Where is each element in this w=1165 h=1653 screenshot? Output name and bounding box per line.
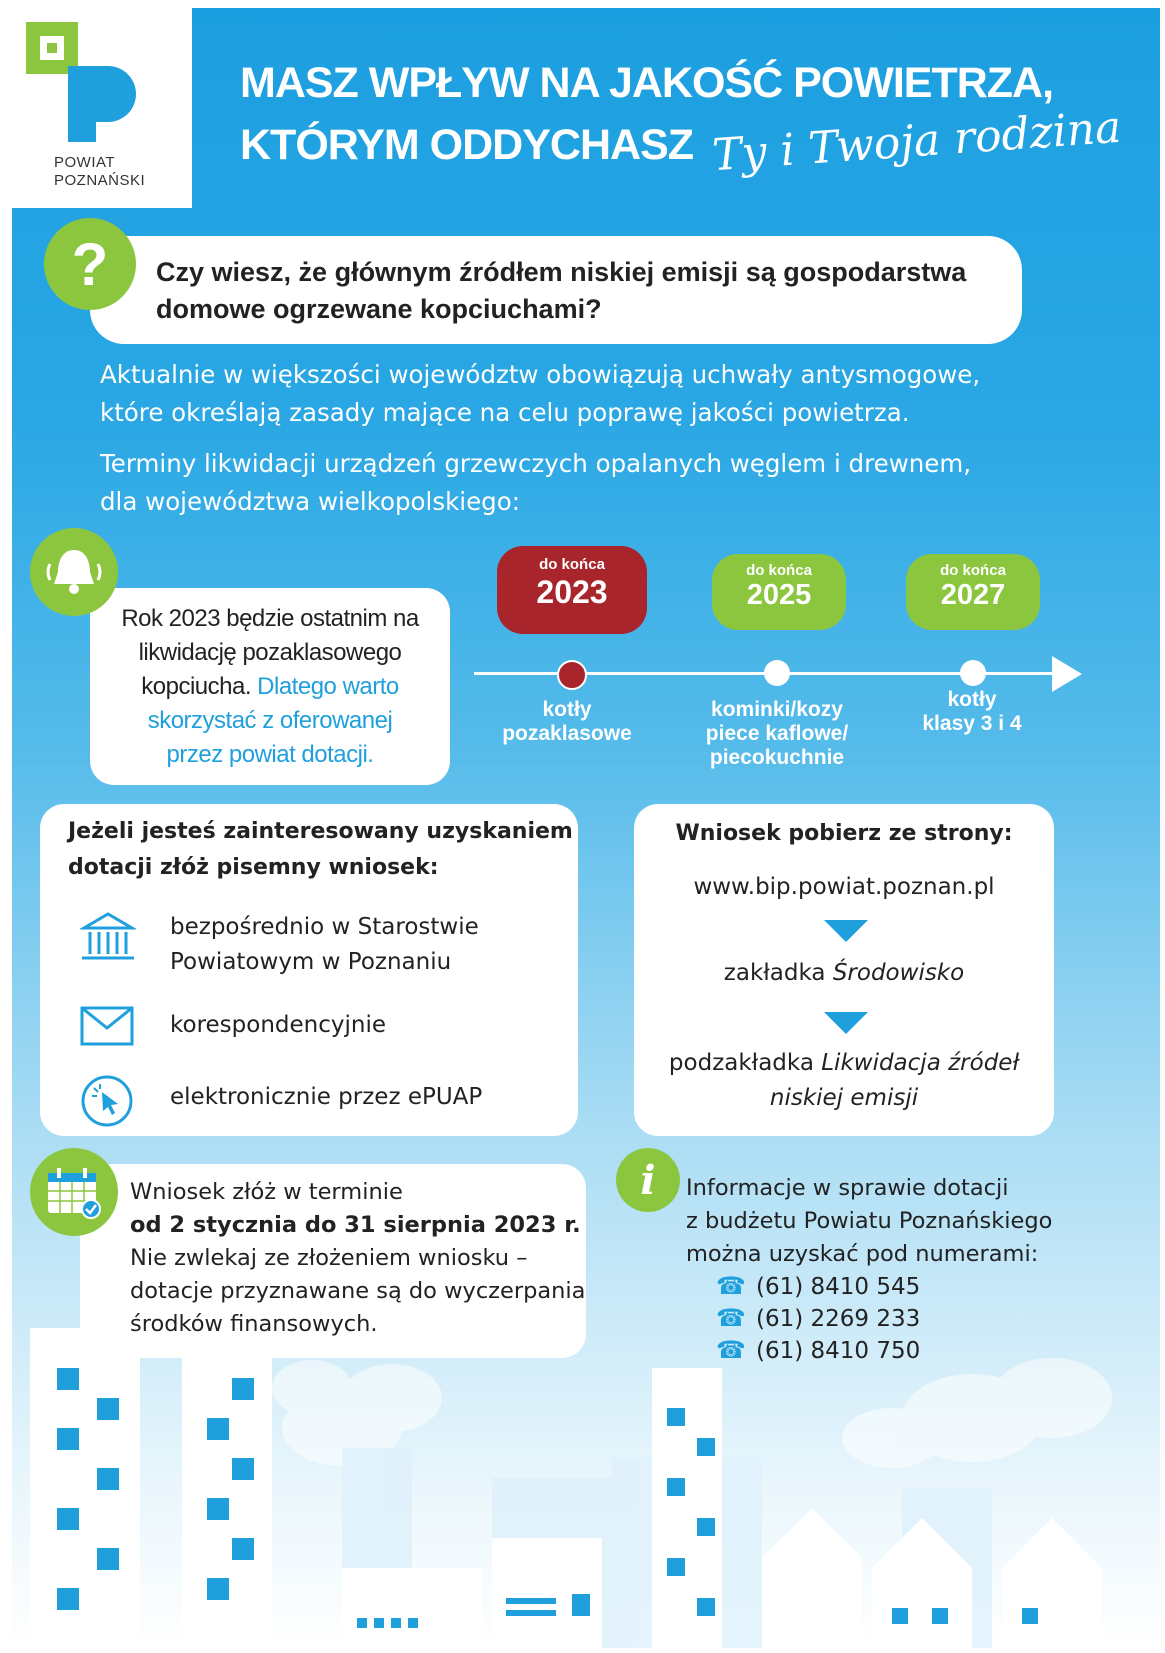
download-subtab: podzakładka Likwidacja źródeł niskiej emisji: [668, 1050, 1020, 1111]
contact-info-text: Informacje w sprawie dotacji z budżetu Powiatu Poznańskiego można uzyskać pod numerami:: [686, 1175, 1053, 1267]
phone-icon: ☎: [716, 1336, 746, 1364]
intro-paragraph-1: Aktualnie w większości województw obowiązują uchwały antysmogowe, które określają zasady mające na celu poprawę jakości powietrza.: [100, 360, 981, 427]
deadline-badge-2027: do końca 2027: [906, 554, 1040, 630]
timeline-label-2025: kominki/kozy piece kaflowe/ piecokuchnie: [705, 698, 849, 769]
calendar-icon: [30, 1148, 118, 1236]
logo-p-mark: [68, 66, 136, 142]
option-by-mail: korespondencyjnie: [170, 1012, 386, 1038]
phone-number-3[interactable]: ☎ (61) 8410 750: [716, 1336, 921, 1364]
logo-text: POWIAT POZNAŃSKI: [54, 154, 146, 189]
download-instructions-card: [634, 804, 1054, 1136]
flyer-page: [12, 8, 1160, 1648]
deadline-card: [80, 1164, 586, 1358]
question-text: Czy wiesz, że głównym źródłem niskiej emisji są gospodarstwa domowe ogrzewane kopciuchami?: [156, 257, 967, 324]
deadline-text: Wniosek złóż w terminie od 2 stycznia do 31 sierpnia 2023 r. Nie zwlekaj ze złożeniem wniosku – dotacje przyznawane są do wyczerpania środków finansowych.: [130, 1179, 586, 1337]
bell-icon: [30, 528, 118, 616]
contact-info-card: [642, 1162, 1082, 1392]
download-url: www.bip.powiat.poznan.pl: [693, 874, 995, 900]
cursor-click-icon: [80, 1074, 134, 1128]
application-methods-title: Jeżeli jesteś zainteresowany uzyskaniem dotacji złóż pisemny wniosek:: [68, 819, 573, 880]
timeline-dot-2023: [557, 660, 587, 690]
timeline-arrow-icon: [1052, 656, 1082, 692]
option-epuap: elektronicznie przez ePUAP: [170, 1084, 483, 1110]
download-title: Wniosek pobierz ze strony:: [675, 821, 1013, 846]
slogan-script: Ty i Twoja rodzina: [710, 101, 1123, 182]
timeline-dot-2027: [960, 660, 986, 686]
download-tab: zakładka Środowisko: [723, 960, 965, 986]
intro-paragraph-2: Terminy likwidacji urządzeń grzewczych opalanych węglem i drewnem, dla województwa wielkopolskiego:: [100, 449, 972, 516]
logo-panel: [12, 8, 192, 208]
notice-box: Rok 2023 będzie ostatnim na likwidację pozaklasowego kopciucha. Dlatego warto skorzystać z oferowanej przez powiat dotacji.: [90, 588, 450, 785]
headline: MASZ WPŁYW NA JAKOŚĆ POWIETRZA, KTÓRYM ODDYCHASZ: [240, 59, 1054, 169]
timeline-label-2023: kotły pozaklasowe: [502, 698, 632, 745]
deadline-badge-2025: do końca 2025: [712, 554, 846, 630]
info-icon: i: [616, 1148, 680, 1212]
phone-number-2[interactable]: ☎ (61) 2269 233: [716, 1304, 921, 1332]
timeline-dot-2025: [764, 660, 790, 686]
phone-icon: ☎: [716, 1272, 746, 1300]
arrow-down-icon: [824, 920, 868, 942]
question-mark-icon: ?: [44, 218, 136, 310]
application-methods-card: [40, 804, 578, 1136]
timeline-label-2027: kotły klasy 3 i 4: [922, 688, 1022, 735]
building-icon: [80, 912, 136, 964]
option-in-person: bezpośrednio w Starostwie Powiatowym w Poznaniu: [170, 914, 479, 975]
question-box: [90, 236, 1022, 344]
envelope-icon: [80, 1006, 134, 1046]
deadline-badge-2023: do końca 2023: [497, 546, 647, 634]
phone-icon: ☎: [716, 1304, 746, 1332]
phone-number-1[interactable]: ☎ (61) 8410 545: [716, 1272, 921, 1300]
arrow-down-icon: [824, 1012, 868, 1034]
